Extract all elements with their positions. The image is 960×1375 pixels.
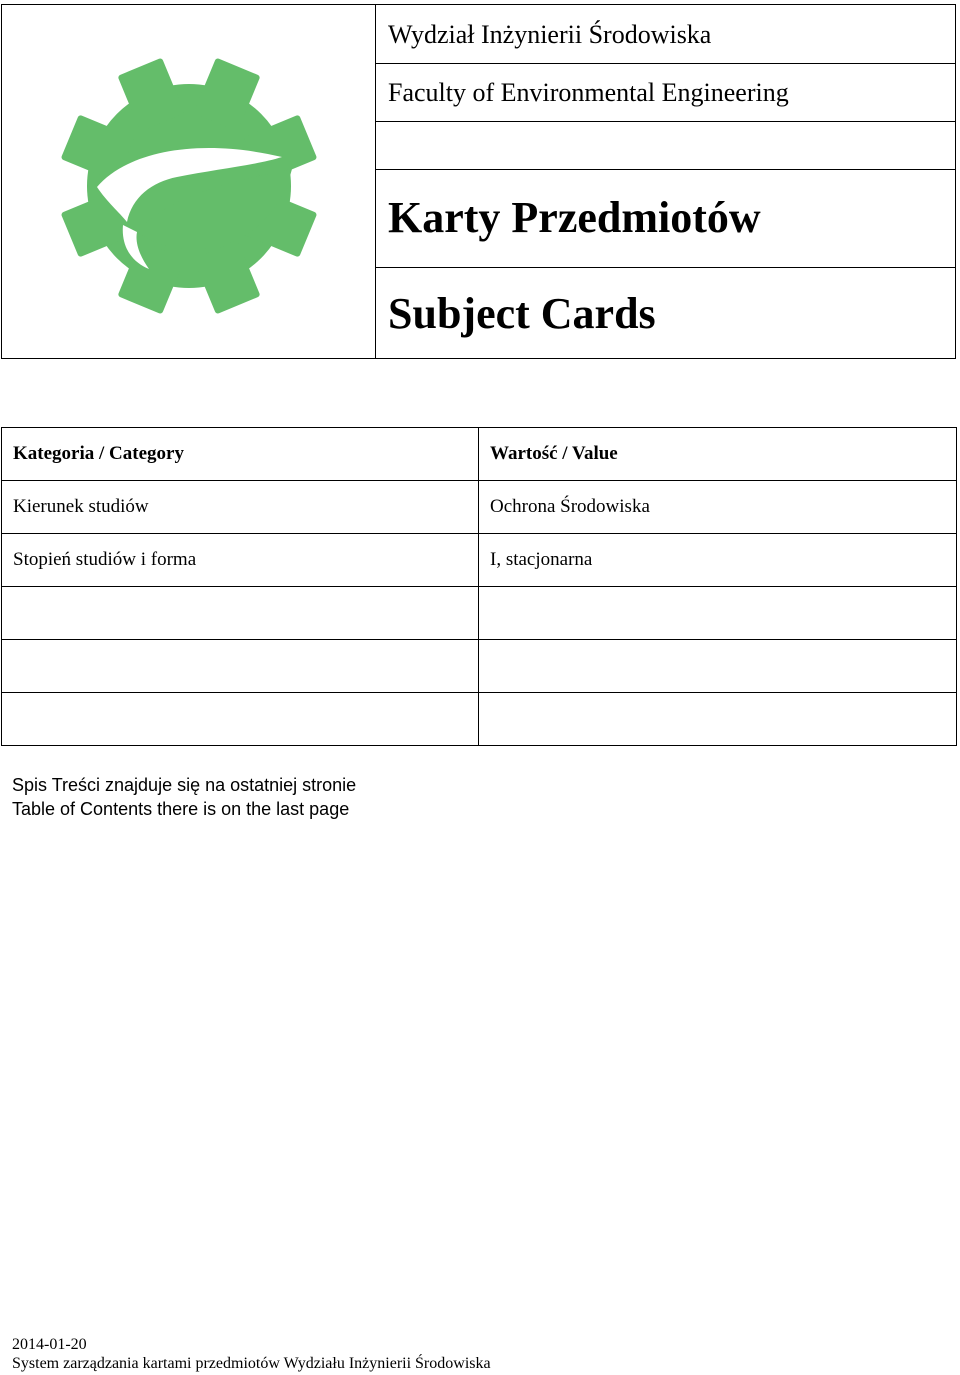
value-cell (479, 640, 957, 693)
title-en-row (376, 268, 955, 360)
footer (12, 1335, 491, 1373)
header-box (1, 4, 956, 359)
title-en: Subject Cards (388, 289, 656, 338)
value-cell (479, 587, 957, 640)
table-row (2, 640, 957, 693)
title-pl-row (376, 170, 955, 268)
faculty-name-en: Faculty of Environmental Engineering (388, 78, 789, 107)
table-row (2, 693, 957, 746)
logo-cell (2, 5, 376, 358)
table-row (2, 481, 957, 534)
gear-leaf-logo-icon (57, 57, 322, 315)
value-cell (479, 693, 957, 746)
table-row (2, 587, 957, 640)
footer-date: 2014-01-20 (12, 1336, 87, 1353)
footer-system: System zarządzania kartami przedmiotów Wydziału Inżynierii Środowiska (12, 1355, 491, 1372)
category-cell: Stopień studiów i forma (2, 534, 479, 587)
spacer-row (376, 122, 955, 170)
faculty-en-row (376, 64, 955, 122)
table-header-row (2, 428, 957, 481)
toc-note-pl: Spis Treści znajduje się na ostatniej stronie (12, 775, 357, 795)
toc-note-en: Table of Contents there is on the last page (12, 799, 350, 819)
category-header: Kategoria / Category (2, 428, 479, 481)
category-cell (2, 693, 479, 746)
faculty-pl-row (376, 5, 955, 64)
table-row (2, 534, 957, 587)
category-table (1, 427, 957, 746)
title-pl: Karty Przedmiotów (388, 193, 761, 242)
value-cell: Ochrona Środowiska (479, 481, 957, 534)
toc-note (12, 773, 356, 821)
faculty-name-pl: Wydział Inżynierii Środowiska (388, 20, 712, 49)
value-header: Wartość / Value (479, 428, 957, 481)
value-cell: I, stacjonarna (479, 534, 957, 587)
category-cell (2, 640, 479, 693)
category-cell: Kierunek studiów (2, 481, 479, 534)
category-cell (2, 587, 479, 640)
